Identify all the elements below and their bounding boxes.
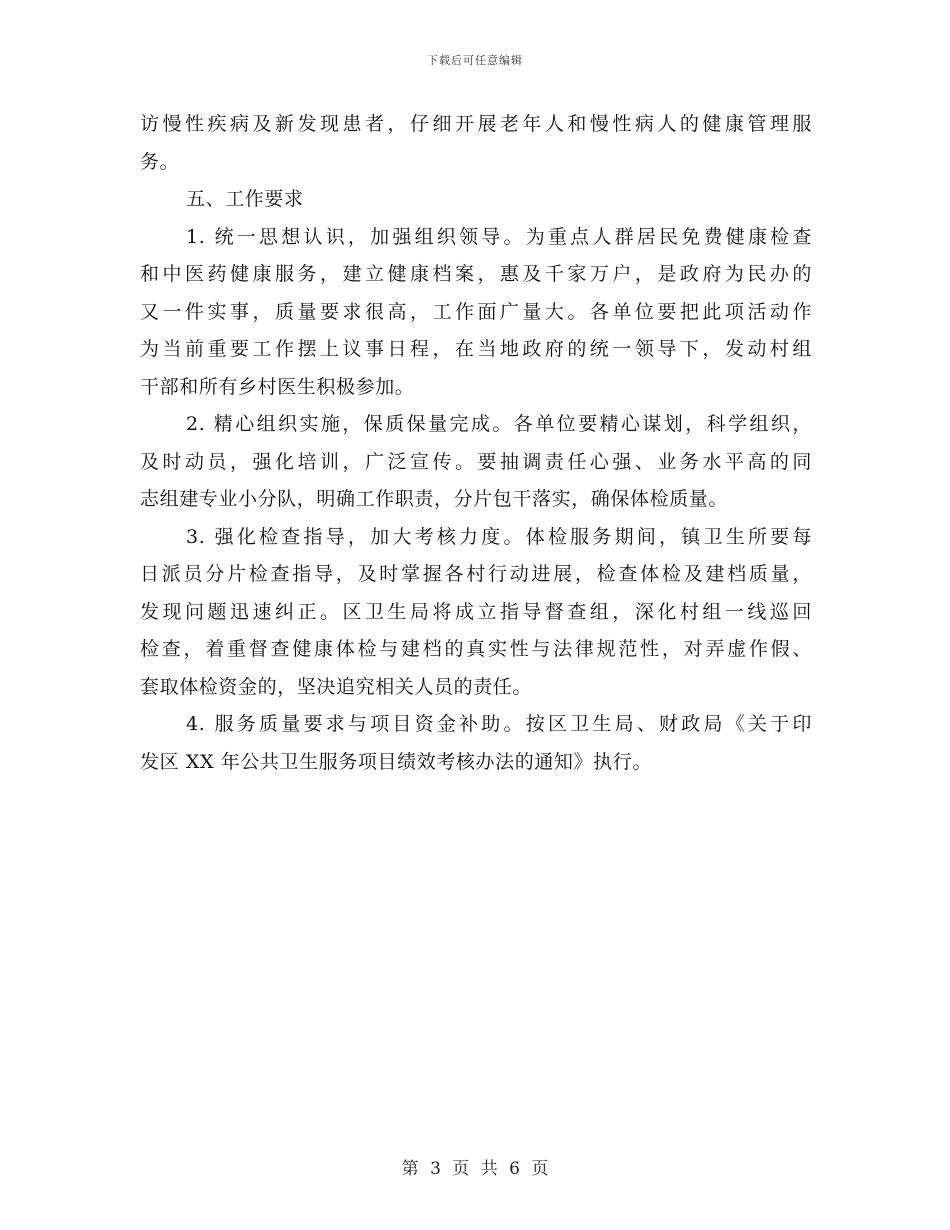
page-number: 第 3 页 共 6 页 xyxy=(401,1159,549,1179)
body-line: 为当前重要工作摆上议事日程，在当地政府的统一领导下，发动村组 xyxy=(140,338,812,360)
body-line: 发现问题迅速纠正。区卫生局将成立指导督查组，深化村组一线巡回 xyxy=(140,600,812,623)
paragraph-4-start: 4. 服务质量要求与项目资金补助。按区卫生局、财政局《关于印 xyxy=(186,713,812,735)
body-line: 访慢性疾病及新发现患者，仔细开展老年人和慢性病人的健康管理服 xyxy=(140,113,812,135)
paragraph-2-start: 2. 精心组织实施，保质保量完成。各单位要精心谋划，科学组织， xyxy=(186,413,812,435)
document-body xyxy=(140,106,812,781)
body-line: 和中医药健康服务，建立健康档案，惠及千家万户，是政府为民办的 xyxy=(140,263,812,285)
paragraph-3-start: 3. 强化检查指导，加大考核力度。体检服务期间，镇卫生所要每 xyxy=(186,525,812,548)
section-heading: 五、工作要求 xyxy=(186,188,304,210)
body-line: 干部和所有乡村医生积极参加。 xyxy=(140,375,415,398)
body-line: 务。 xyxy=(140,150,180,173)
body-line: 及时动员，强化培训，广泛宣传。要抽调责任心强、业务水平高的同 xyxy=(140,450,812,473)
paragraph-1-start: 1. 统一思想认识，加强组织领导。为重点人群居民免费健康检查 xyxy=(186,225,812,248)
body-line: 发区 XX 年公共卫生服务项目绩效考核办法的通知》执行。 xyxy=(140,750,652,773)
body-line: 套取体检资金的，坚决追究相关人员的责任。 xyxy=(140,675,533,698)
body-line: 又一件实事，质量要求很高，工作面广量大。各单位要把此项活动作 xyxy=(140,300,812,323)
body-line: 日派员分片检查指导，及时掌握各村行动进展，检查体检及建档质量， xyxy=(140,563,812,585)
body-line: 志组建专业小分队，明确工作职责，分片包干落实，确保体检质量。 xyxy=(140,488,729,510)
page-header-note: 下载后可任意编辑 xyxy=(427,54,523,67)
body-line: 检查，着重督查健康体检与建档的真实性与法律规范性，对弄虚作假、 xyxy=(140,638,812,660)
